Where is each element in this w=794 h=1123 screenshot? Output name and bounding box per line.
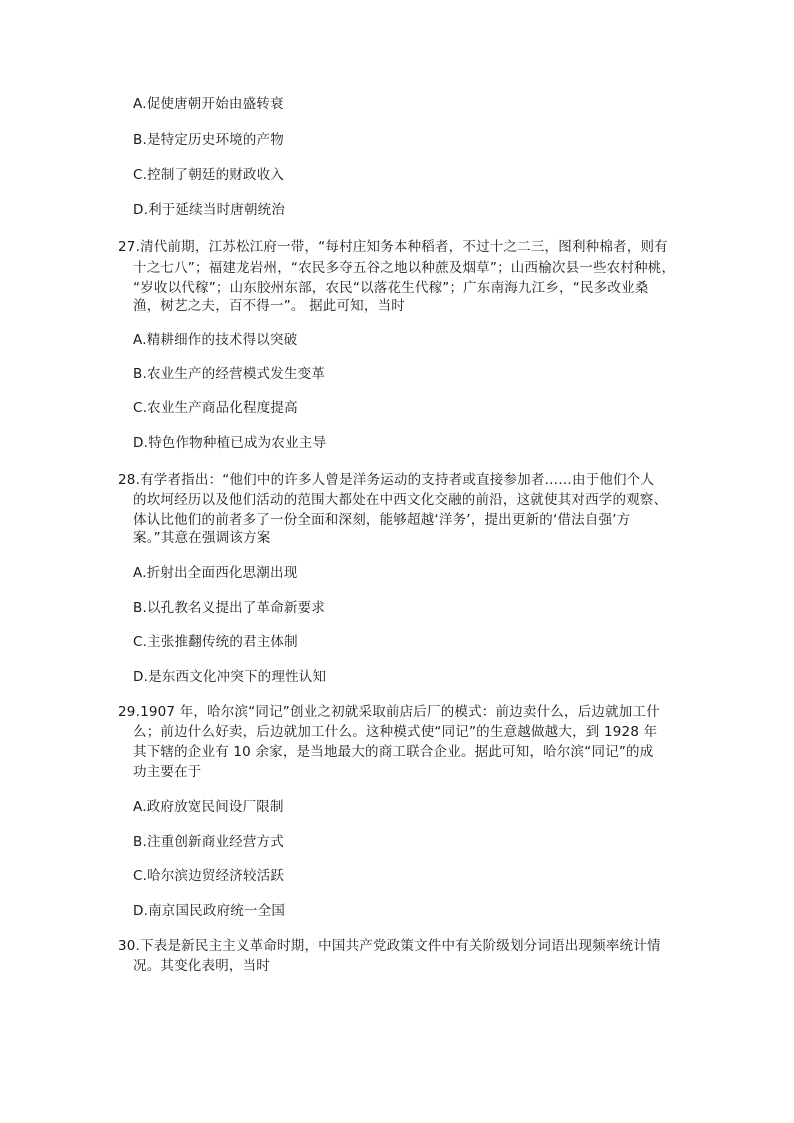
q29-option-b[interactable]: B.注重创新商业经营方式: [133, 834, 284, 850]
q27-option-d[interactable]: D.特色作物种植已成为农业主导: [133, 435, 327, 451]
q27-stem-line-3: “岁收以代稼”；山东胶州东部，农民“以落花生代稼”；广东南海九江乡，“民多改业桑: [133, 280, 649, 296]
q28-option-a[interactable]: A.折射出全面西化思潮出现: [133, 565, 298, 581]
q29-option-a[interactable]: A.政府放宽民间设厂限制: [133, 799, 284, 815]
q29-stem-line-3: 其下辖的企业有 10 余家，是当地最大的商工联合企业。据此可知，哈尔滨“同记”的成: [133, 744, 654, 760]
q28-option-b[interactable]: B.以孔教名义提出了革命新要求: [133, 600, 326, 616]
q26-option-b[interactable]: B.是特定历史环境的产物: [133, 132, 284, 148]
q28-stem-line-4: 案。”其意在强调该方案: [133, 530, 271, 546]
q27-stem-line-4: 渔，树艺之夫，百不得一”。 据此可知，当时: [133, 298, 405, 314]
q28-option-c[interactable]: C.主张推翻传统的君主体制: [133, 634, 298, 650]
q27-option-a[interactable]: A.精耕细作的技术得以突破: [133, 332, 298, 348]
q29-stem-line-2: 么；前边什么好卖，后边就加工什么。这种模式使“同记”的生意越做越大，到 1928 年: [133, 724, 658, 740]
q26-option-c[interactable]: C.控制了朝廷的财政收入: [133, 167, 285, 183]
q29-option-d[interactable]: D.南京国民政府统一全国: [133, 903, 286, 919]
q30-stem-line-1: 30.下表是新民主主义革命时期，中国共产党政策文件中有关阶级划分词语出现频率统计情: [118, 938, 661, 954]
q28-stem-line-1: 28.有学者指出：“他们中的许多人曾是洋务运动的支持者或直接参加者……由于他们个人: [118, 472, 655, 488]
q28-option-d[interactable]: D.是东西文化冲突下的理性认知: [133, 669, 327, 685]
q27-option-b[interactable]: B.农业生产的经营模式发生变革: [133, 366, 326, 382]
q30-stem-line-2: 况。其变化表明，当时: [133, 958, 270, 974]
q27-option-c[interactable]: C.农业生产商品化程度提高: [133, 400, 298, 416]
q26-option-d[interactable]: D.利于延续当时唐朝统治: [133, 202, 286, 218]
q28-stem-line-3: 体认比他们的前者多了一份全面和深刻，能够超越‘洋务’，提出更新的‘借法自强’方: [133, 512, 631, 528]
q29-stem-line-4: 功主要在于: [133, 764, 202, 780]
q28-stem-line-2: 的坎坷经历以及他们活动的范围大都处在中西文化交融的前沿，这就使其对西学的观察、: [133, 492, 668, 508]
q29-stem-line-1: 29.1907 年，哈尔滨“同记”创业之初就采取前店后厂的模式：前边卖什么，后边就加工什: [118, 704, 660, 720]
q27-stem-line-1: 27.清代前期，江苏松江府一带，“每村庄知务本种稻者，不过十之二三，图利种棉者，则有: [118, 239, 668, 255]
q29-option-c[interactable]: C.哈尔滨边贸经济较活跃: [133, 868, 285, 884]
q26-option-a[interactable]: A.促使唐朝开始由盛转衰: [133, 96, 284, 112]
q27-stem-line-2: 十之七八”；福建龙岩州，“农民多夺五谷之地以种蔗及烟草”；山西榆次县一些农村种桃，: [133, 260, 676, 276]
